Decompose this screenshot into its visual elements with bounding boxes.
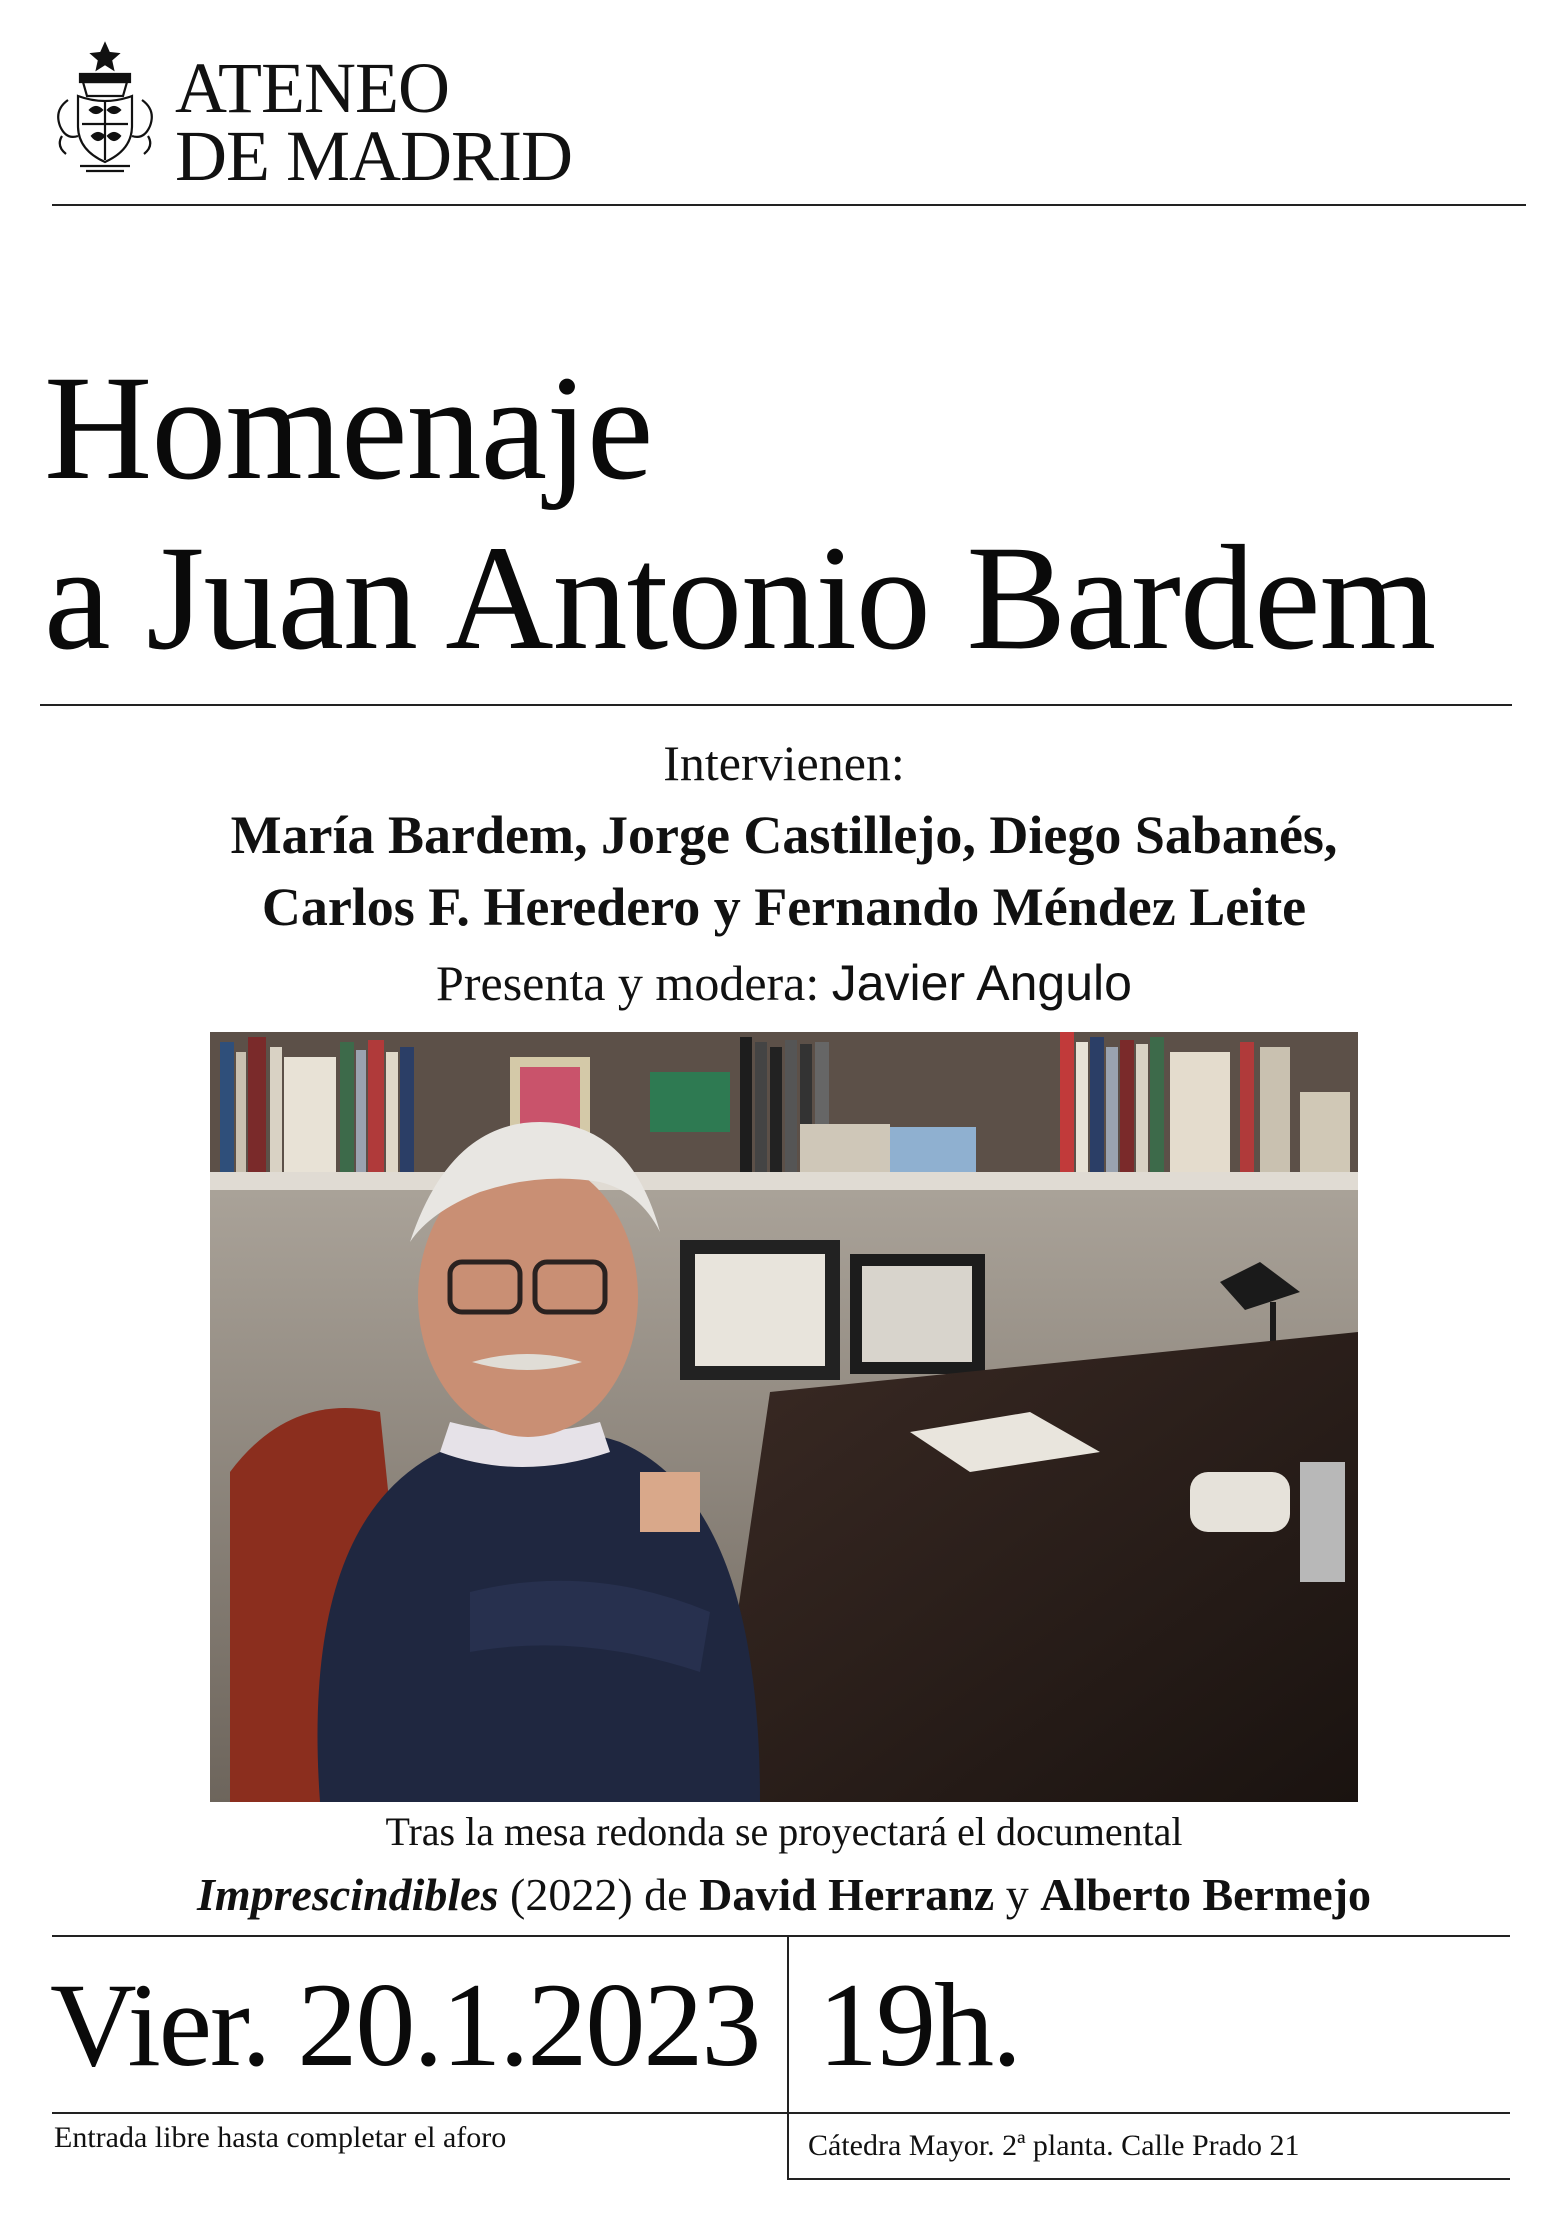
page-title-line1: Homenaje (44, 345, 653, 511)
director-2: Alberto Bermejo (1040, 1869, 1372, 1920)
event-top-rule (52, 1935, 1510, 1937)
film-de: de (644, 1869, 688, 1920)
venue: Cátedra Mayor. 2ª planta. Calle Prado 21 (808, 2129, 1300, 2162)
header-divider (52, 204, 1526, 206)
portrait-photo-icon (210, 1032, 1358, 1802)
documentary-credits (0, 1867, 1568, 1923)
event-time: 19h. (818, 1958, 1020, 2091)
institution-name-line1: ATENEO (175, 48, 449, 128)
documentary-intro: Tras la mesa redonda se proyectará el documental (385, 1809, 1183, 1854)
film-y: y (1005, 1869, 1029, 1920)
event-middle-rule (52, 2112, 1510, 2114)
coat-of-arms-icon (50, 40, 160, 175)
event-vertical-rule (787, 1935, 789, 2180)
institution-name-line2: DE MADRID (175, 116, 572, 196)
director-1: David Herranz (699, 1869, 995, 1920)
speakers-line2: Carlos F. Heredero y Fernando Méndez Leite (261, 877, 1307, 937)
portrait-photo (210, 1032, 1358, 1802)
page-title-line2: a Juan Antonio Bardem (44, 515, 1436, 681)
moderator-line (0, 953, 1568, 1013)
moderator-name: Javier Angulo (831, 955, 1132, 1011)
moderator-label: Presenta y modera: (436, 955, 820, 1011)
event-bottom-rule (787, 2178, 1510, 2180)
film-title: Imprescindibles (196, 1869, 499, 1920)
participants-intro: Intervienen: (663, 735, 905, 791)
event-date: Vier. 20.1.2023 (50, 1958, 760, 2091)
title-divider (40, 704, 1512, 706)
entry-note: Entrada libre hasta completar el aforo (54, 2121, 507, 2154)
speakers-line1: María Bardem, Jorge Castillejo, Diego Sabanés, (230, 805, 1338, 865)
film-year: (2022) (510, 1869, 633, 1920)
